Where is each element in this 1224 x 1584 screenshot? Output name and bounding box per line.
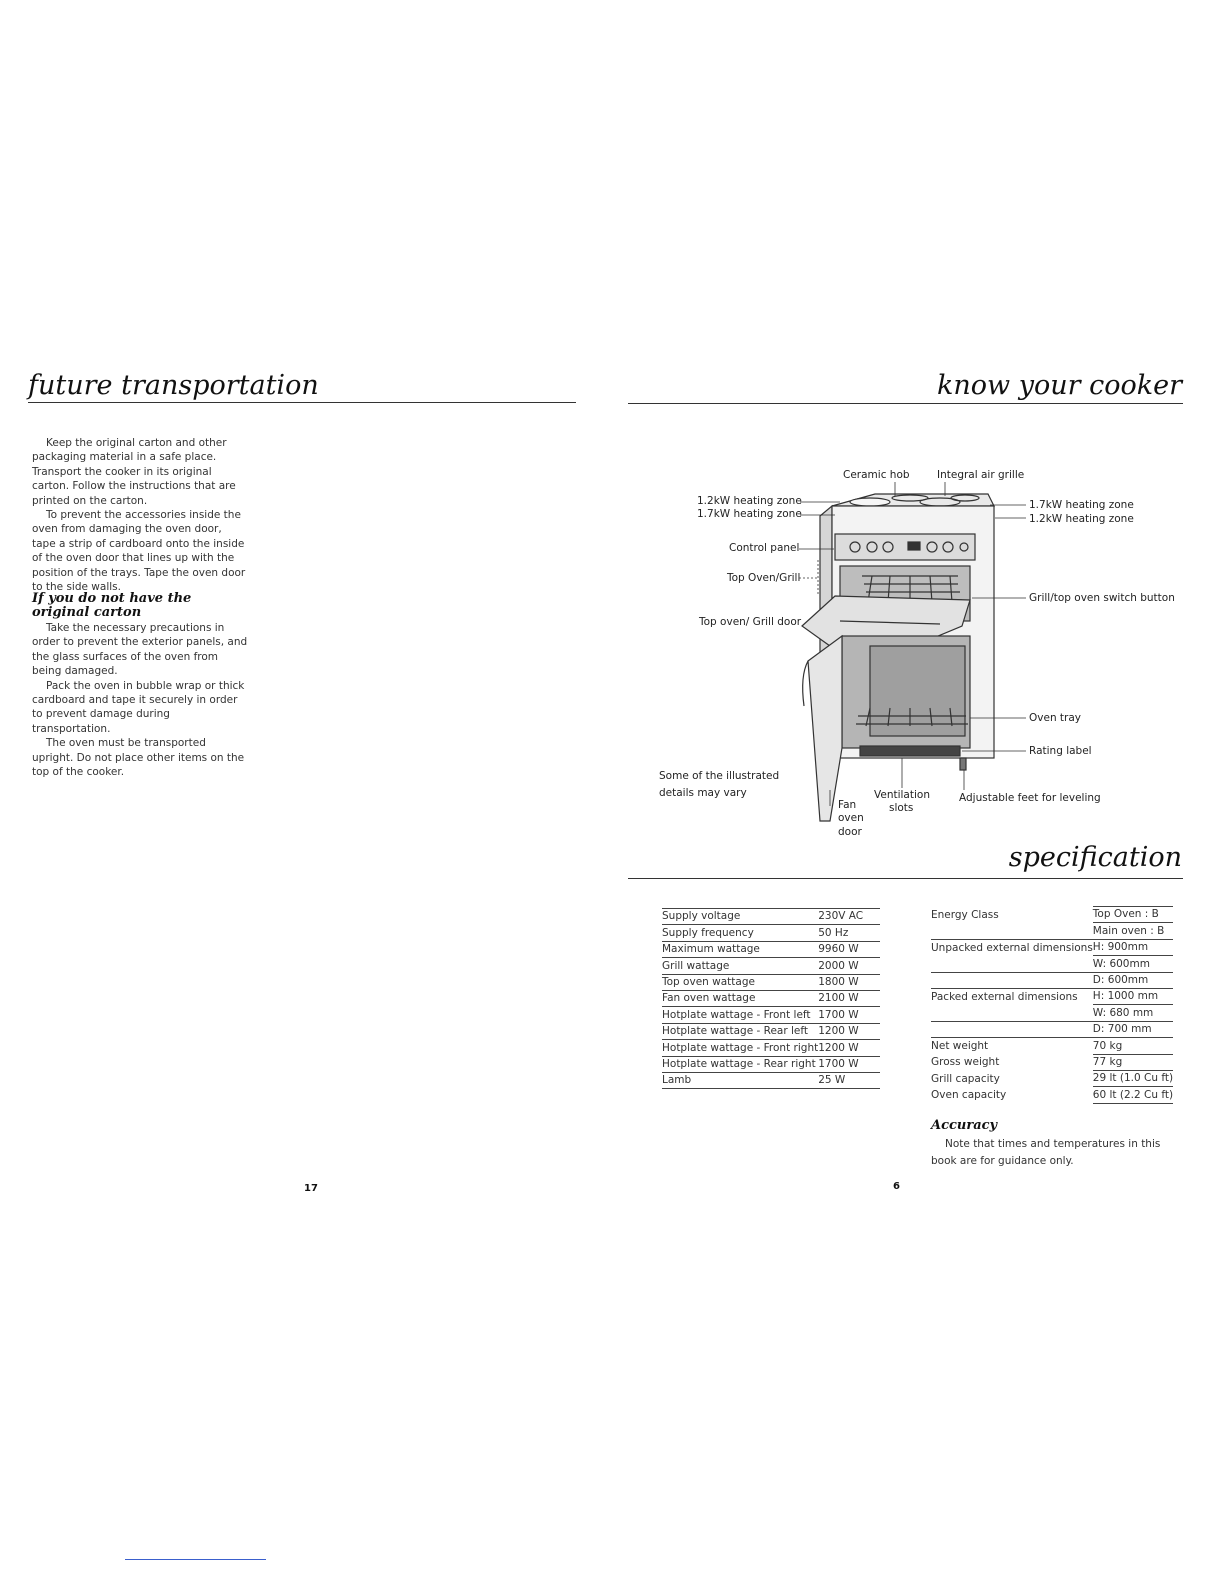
spec-value: H: 900mm	[1093, 939, 1173, 955]
spec-row	[931, 956, 1173, 972]
spec-title: specification	[1008, 842, 1182, 873]
spec-row	[662, 1072, 880, 1088]
page-number-left: 17	[304, 1183, 318, 1194]
spec-row	[931, 1054, 1173, 1070]
spec-key	[931, 972, 1093, 988]
paragraph: Keep the original carton and other packaging material in a safe place. Transport the cooker in its original carton. Follow the instructions that are printed on the carton.	[32, 437, 236, 507]
label-right-zone-1: 1.7kW heating zone	[1029, 499, 1134, 511]
label-illustration-note-1: Some of the illustrated	[659, 770, 780, 782]
transport-text-2	[32, 621, 248, 779]
spec-key: Packed external dimensions	[931, 990, 1078, 1003]
label-left-zone-2: 1.7kW heating zone	[697, 508, 802, 520]
spec-row	[662, 990, 880, 1006]
left-page-title: future transportation	[28, 370, 319, 401]
label-grill-switch: Grill/top oven switch button	[1029, 592, 1175, 604]
spec-key	[931, 1005, 1093, 1021]
spec-value: 230V AC	[818, 909, 880, 925]
label-fan-1: Fan	[838, 799, 857, 811]
spec-title-rule	[628, 878, 1183, 879]
spec-row	[931, 1005, 1173, 1021]
spec-key: Top oven wattage	[662, 974, 818, 990]
spec-value: D: 600mm	[1093, 972, 1173, 988]
spec-table-left	[662, 908, 880, 1089]
subheading-block	[32, 592, 248, 620]
spec-row	[662, 1056, 880, 1072]
spec-value: 1700 W	[818, 1056, 880, 1072]
spec-row	[931, 988, 1173, 1004]
spec-key: Fan oven wattage	[662, 990, 818, 1006]
accuracy-text: Note that times and temperatures in this book are for guidance only.	[931, 1138, 1161, 1167]
right-title-rule	[628, 403, 1183, 404]
label-oven-tray: Oven tray	[1029, 712, 1082, 724]
label-right-zone-2: 1.2kW heating zone	[1029, 513, 1134, 525]
spec-key: Supply frequency	[662, 925, 818, 941]
spec-row	[931, 1070, 1173, 1086]
spec-value: 2000 W	[818, 958, 880, 974]
spec-key	[931, 956, 1093, 972]
paragraph: The oven must be transported upright. Do not place other items on the top of the cooker.	[32, 737, 245, 779]
spec-value: 1700 W	[818, 1007, 880, 1023]
accuracy-heading: Accuracy	[931, 1118, 998, 1133]
spec-key: Gross weight	[931, 1056, 1000, 1069]
spec-row	[931, 939, 1173, 955]
spec-value: D: 700 mm	[1093, 1021, 1173, 1037]
label-ceramic-hob: Ceramic hob	[843, 469, 910, 481]
label-fan-2: oven	[838, 812, 864, 824]
spec-row	[662, 1023, 880, 1039]
page-number-right: 6	[893, 1181, 900, 1192]
spec-key: Hotplate wattage - Rear right	[662, 1056, 818, 1072]
spec-row	[662, 1007, 880, 1023]
spec-row	[931, 1021, 1173, 1037]
spec-key: Unpacked external dimensions	[931, 941, 1093, 954]
spec-value: 2100 W	[818, 990, 880, 1006]
spec-row	[931, 1087, 1173, 1103]
label-top-oven-door: Top oven/ Grill door	[699, 616, 802, 628]
label-left-zone-1: 1.2kW heating zone	[697, 495, 802, 507]
footer-link-line	[125, 1559, 266, 1560]
spec-value: 1800 W	[818, 974, 880, 990]
spec-key: Net weight	[931, 1040, 989, 1053]
spec-row	[662, 958, 880, 974]
spec-value: 50 Hz	[818, 925, 880, 941]
heating-zone	[850, 498, 890, 506]
left-title-rule	[28, 402, 576, 403]
label-rating-label: Rating label	[1029, 745, 1092, 757]
right-page-title: know your cooker	[937, 370, 1182, 401]
label-top-oven-grill: Top Oven/Grill	[727, 572, 801, 584]
spec-key: Oven capacity	[931, 1089, 1007, 1102]
label-illustration-note-2: details may vary	[659, 787, 747, 799]
subheading: If you do not have the original carton	[32, 591, 192, 620]
spec-value: 1200 W	[818, 1023, 880, 1039]
spec-key: Supply voltage	[662, 909, 818, 925]
spec-value: Top Oven : B	[1093, 907, 1173, 923]
spec-row	[931, 923, 1173, 939]
spec-table-right	[931, 906, 1173, 1104]
spec-value: H: 1000 mm	[1093, 988, 1173, 1004]
label-fan-3: door	[838, 826, 862, 838]
spec-key: Grill wattage	[662, 958, 818, 974]
accuracy-block	[931, 1119, 997, 1133]
spec-value: 70 kg	[1093, 1038, 1173, 1054]
spec-value: Main oven : B	[1093, 923, 1173, 939]
label-ventilation-1: Ventilation	[874, 789, 930, 801]
spec-value: 1200 W	[818, 1040, 880, 1056]
spec-row	[931, 1038, 1173, 1054]
spec-key: Grill capacity	[931, 1072, 1000, 1085]
spec-row	[662, 909, 880, 925]
paragraph: Pack the oven in bubble wrap or thick cardboard and tape it securely in order to prevent damage during transportation.	[32, 679, 245, 735]
spec-row	[662, 941, 880, 957]
spec-key	[931, 1021, 1093, 1037]
paragraph: To prevent the accessories inside the oven from damaging the oven door, tape a strip of cardboard onto the inside of the oven door that lines up with the position of the trays. Tape the oven door to the side walls.	[32, 509, 246, 594]
spec-value: W: 600mm	[1093, 956, 1173, 972]
spec-key	[931, 923, 1093, 939]
spec-key: Energy Class	[931, 908, 999, 921]
paragraph: Take the necessary precautions in order to prevent the exterior panels, and the glass surfaces of the oven from being damaged.	[32, 622, 248, 678]
label-adjustable-feet: Adjustable feet for leveling	[959, 792, 1101, 804]
spec-value: W: 680 mm	[1093, 1005, 1173, 1021]
spec-row	[662, 1040, 880, 1056]
spec-value: 60 lt (2.2 Cu ft)	[1093, 1087, 1173, 1103]
spec-value: 77 kg	[1093, 1054, 1173, 1070]
spec-row	[662, 974, 880, 990]
spec-value: 9960 W	[818, 941, 880, 957]
spec-row	[931, 972, 1173, 988]
spec-value: 29 lt (1.0 Cu ft)	[1093, 1070, 1173, 1086]
label-ventilation-2: slots	[889, 802, 914, 814]
transport-text	[32, 436, 248, 594]
spec-value: 25 W	[818, 1072, 880, 1088]
spec-key: Hotplate wattage - Front right	[662, 1040, 818, 1056]
label-integral-air-grille: Integral air grille	[937, 469, 1025, 481]
spec-row	[662, 925, 880, 941]
spec-row	[931, 907, 1173, 923]
spec-key: Maximum wattage	[662, 941, 818, 957]
spec-key: Hotplate wattage - Front left	[662, 1007, 818, 1023]
spec-key: Lamb	[662, 1072, 818, 1088]
spec-key: Hotplate wattage - Rear left	[662, 1023, 818, 1039]
label-control-panel: Control panel	[729, 542, 800, 554]
